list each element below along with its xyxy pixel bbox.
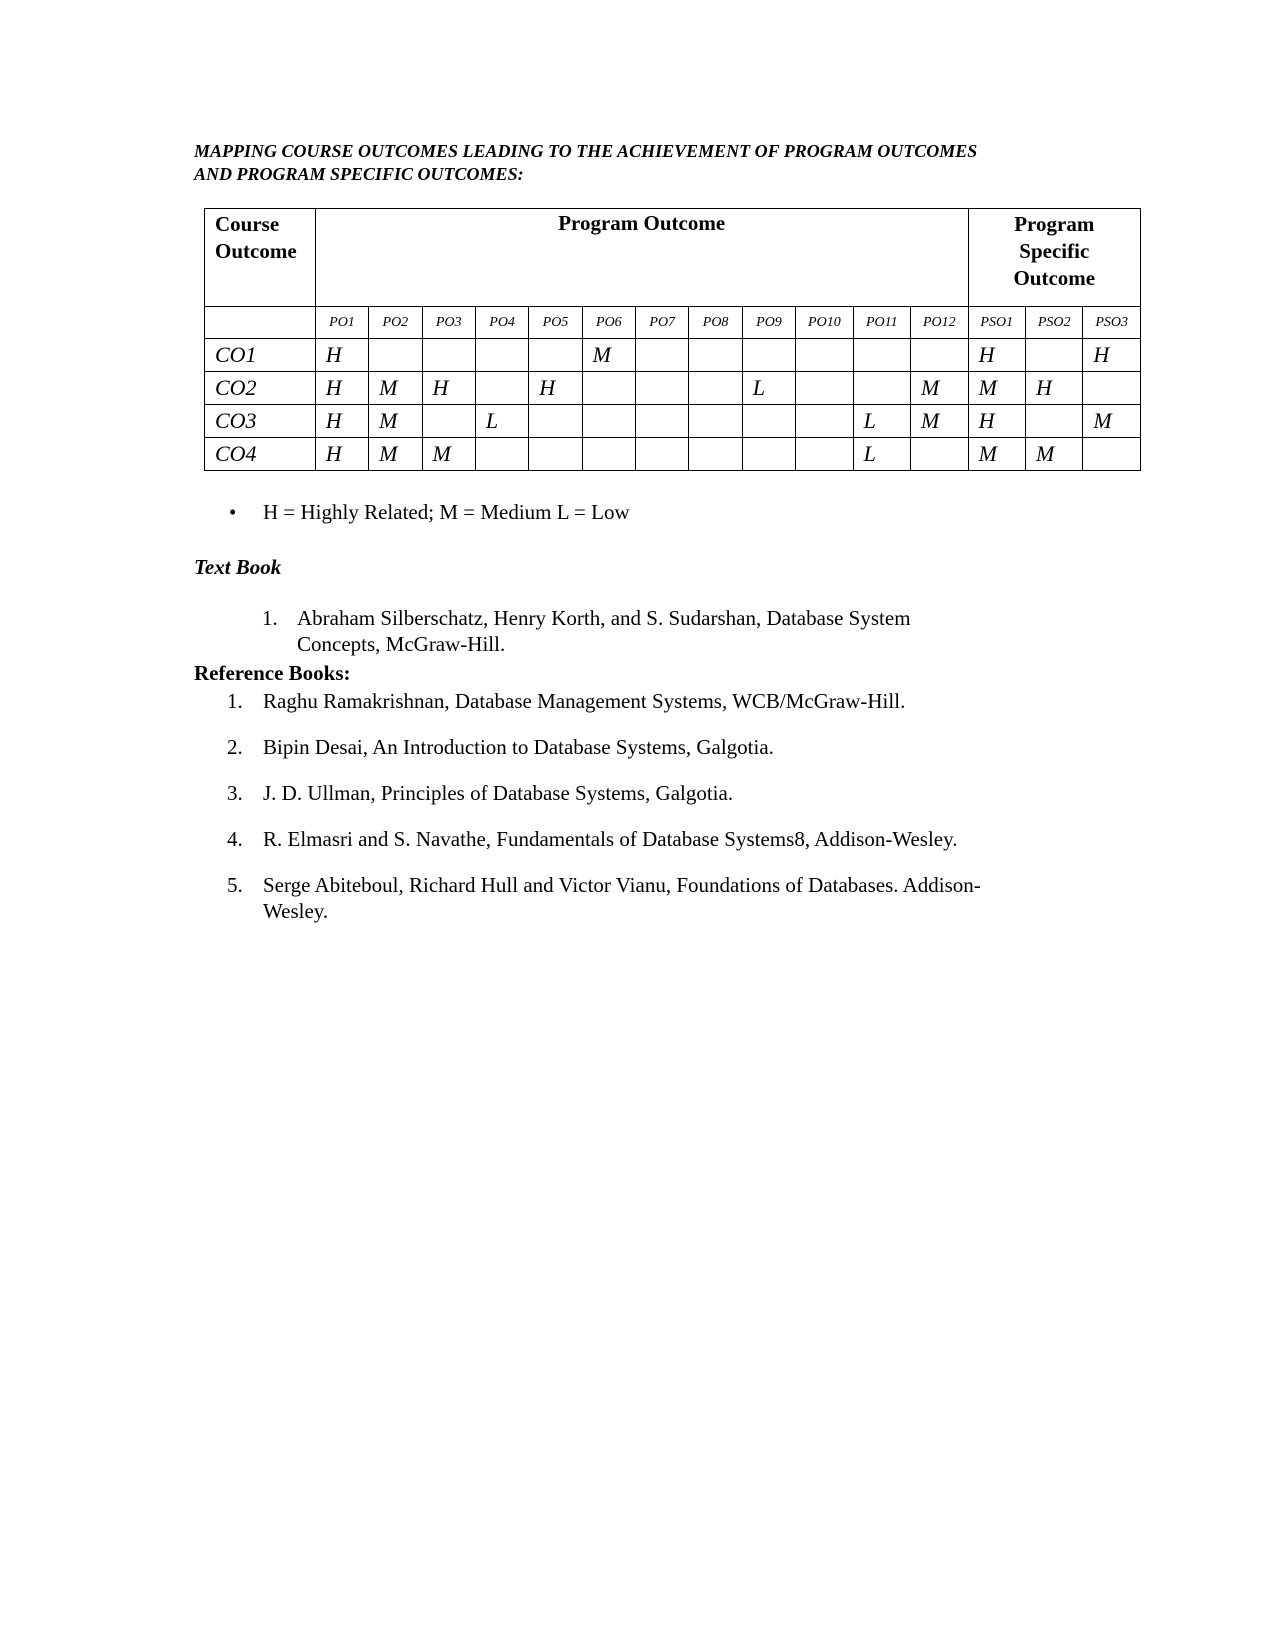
mapping-cell-pso2 xyxy=(1025,339,1082,372)
table-row-co2 xyxy=(205,372,1141,405)
table-row-co3 xyxy=(205,405,1141,438)
mapping-cell-pso3 xyxy=(1083,372,1141,405)
mapping-cell-pso1: M xyxy=(968,372,1025,405)
mapping-cell-po10 xyxy=(796,438,853,471)
program-specific-outcome-header xyxy=(968,209,1140,307)
mapping-cell-po2: M xyxy=(369,405,422,438)
mapping-cell-po12 xyxy=(910,339,968,372)
reference-item xyxy=(227,872,1107,924)
text-book-item xyxy=(262,605,1022,657)
column-header-po4: PO4 xyxy=(475,307,528,339)
mapping-cell-po1: H xyxy=(315,372,368,405)
mapping-cell-po5 xyxy=(529,405,582,438)
reference-item-text: Bipin Desai, An Introduction to Database Systems, Galgotia. xyxy=(263,735,774,759)
mapping-cell-pso2 xyxy=(1025,405,1082,438)
mapping-cell-po4 xyxy=(475,438,528,471)
mapping-cell-po8 xyxy=(689,339,742,372)
reference-item-number: 2. xyxy=(227,735,243,759)
column-header-po12: PO12 xyxy=(910,307,968,339)
column-header-pso3: PSO3 xyxy=(1083,307,1141,339)
column-header-row xyxy=(205,307,1141,339)
mapping-cell-po3 xyxy=(422,339,475,372)
mapping-cell-pso2: H xyxy=(1025,372,1082,405)
reference-item-text: R. Elmasri and S. Navathe, Fundamentals of Database Systems8, Addison-Wesley. xyxy=(263,827,958,851)
mapping-cell-po6 xyxy=(582,438,635,471)
mapping-cell-po9 xyxy=(742,405,795,438)
text-book-title: Text Book xyxy=(194,555,282,579)
mapping-cell-po8 xyxy=(689,405,742,438)
mapping-cell-po11 xyxy=(853,339,910,372)
legend-text: H = Highly Related; M = Medium L = Low xyxy=(263,500,630,524)
mapping-cell-po12 xyxy=(910,438,968,471)
column-header-pso2: PSO2 xyxy=(1025,307,1082,339)
course-outcome-header-line2: Outcome xyxy=(215,239,297,263)
mapping-cell-po1: H xyxy=(315,339,368,372)
mapping-cell-po9: L xyxy=(742,372,795,405)
mapping-cell-po2: M xyxy=(369,372,422,405)
mapping-cell-po7 xyxy=(636,339,689,372)
mapping-cell-po10 xyxy=(796,405,853,438)
column-header-po9: PO9 xyxy=(742,307,795,339)
mapping-cell-po6 xyxy=(582,405,635,438)
table-header-row xyxy=(205,209,1141,307)
mapping-cell-po3 xyxy=(422,405,475,438)
mapping-cell-po4 xyxy=(475,339,528,372)
text-book-item-line1: Abraham Silberschatz, Henry Korth, and S. Sudarshan, Database System xyxy=(297,606,911,630)
mapping-cell-po10 xyxy=(796,339,853,372)
mapping-cell-pso1: H xyxy=(968,339,1025,372)
column-header-po3: PO3 xyxy=(422,307,475,339)
mapping-cell-po7 xyxy=(636,372,689,405)
pso-header-line2: Specific xyxy=(1019,239,1090,263)
mapping-cell-po10 xyxy=(796,372,853,405)
reference-item-text-line1: Serge Abiteboul, Richard Hull and Victor Vianu, Foundations of Databases. Addison- xyxy=(263,873,981,897)
reference-item-number: 1. xyxy=(227,689,243,713)
column-header-po11: PO11 xyxy=(853,307,910,339)
mapping-cell-po4 xyxy=(475,372,528,405)
column-header-pso1: PSO1 xyxy=(968,307,1025,339)
mapping-cell-pso3 xyxy=(1083,438,1141,471)
mapping-cell-pso3: M xyxy=(1083,405,1141,438)
reference-item-number: 4. xyxy=(227,827,243,851)
mapping-cell-po11: L xyxy=(853,438,910,471)
co-po-mapping-table xyxy=(204,208,1141,471)
column-header-po8: PO8 xyxy=(689,307,742,339)
mapping-cell-po3: M xyxy=(422,438,475,471)
mapping-cell-po2 xyxy=(369,339,422,372)
reference-item-number: 5. xyxy=(227,873,243,897)
mapping-cell-po8 xyxy=(689,438,742,471)
mapping-cell-po7 xyxy=(636,438,689,471)
column-header-blank xyxy=(205,307,316,339)
column-header-po2: PO2 xyxy=(369,307,422,339)
mapping-cell-po5 xyxy=(529,339,582,372)
pso-header-line3: Outcome xyxy=(1013,266,1096,290)
mapping-cell-po9 xyxy=(742,339,795,372)
reference-item-text-line2: Wesley. xyxy=(263,899,329,923)
mapping-cell-pso3: H xyxy=(1083,339,1141,372)
mapping-cell-pso1: H xyxy=(968,405,1025,438)
mapping-cell-po1: H xyxy=(315,438,368,471)
mapping-cell-po6: M xyxy=(582,339,635,372)
text-book-item-line2: Concepts, McGraw-Hill. xyxy=(297,632,506,656)
mapping-cell-po3: H xyxy=(422,372,475,405)
column-header-po5: PO5 xyxy=(529,307,582,339)
program-outcome-header: Program Outcome xyxy=(315,209,968,307)
mapping-cell-po6 xyxy=(582,372,635,405)
course-outcome-label: CO3 xyxy=(205,405,316,438)
mapping-cell-po12: M xyxy=(910,405,968,438)
reference-books-list xyxy=(227,688,1107,944)
legend xyxy=(229,500,630,525)
mapping-cell-po11 xyxy=(853,372,910,405)
mapping-cell-po8 xyxy=(689,372,742,405)
legend-bullet: • xyxy=(229,500,237,524)
mapping-cell-po2: M xyxy=(369,438,422,471)
reference-books-title: Reference Books: xyxy=(194,661,351,685)
mapping-cell-pso1: M xyxy=(968,438,1025,471)
mapping-heading-line2: AND PROGRAM SPECIFIC OUTCOMES: xyxy=(194,164,524,184)
reference-item xyxy=(227,780,1107,806)
text-book-item-number: 1. xyxy=(262,606,278,630)
pso-header-line1: Program xyxy=(1014,212,1095,236)
course-outcome-header xyxy=(205,209,316,307)
reference-item-text: Raghu Ramakrishnan, Database Management Systems, WCB/McGraw-Hill. xyxy=(263,689,906,713)
course-outcome-label: CO1 xyxy=(205,339,316,372)
column-header-po10: PO10 xyxy=(796,307,853,339)
reference-item xyxy=(227,688,1107,714)
table-row-co4 xyxy=(205,438,1141,471)
column-header-po1: PO1 xyxy=(315,307,368,339)
column-header-po7: PO7 xyxy=(636,307,689,339)
reference-item-text: J. D. Ullman, Principles of Database Systems, Galgotia. xyxy=(263,781,734,805)
reference-item-number: 3. xyxy=(227,781,243,805)
mapping-cell-po11: L xyxy=(853,405,910,438)
mapping-cell-po9 xyxy=(742,438,795,471)
mapping-cell-po7 xyxy=(636,405,689,438)
table-row-co1 xyxy=(205,339,1141,372)
reference-item xyxy=(227,734,1107,760)
reference-item xyxy=(227,826,1107,852)
mapping-cell-pso2: M xyxy=(1025,438,1082,471)
course-outcome-label: CO4 xyxy=(205,438,316,471)
mapping-cell-po5: H xyxy=(529,372,582,405)
mapping-cell-po5 xyxy=(529,438,582,471)
course-outcome-header-line1: Course xyxy=(215,212,280,236)
mapping-heading-line1: MAPPING COURSE OUTCOMES LEADING TO THE ACHIEVEMENT OF PROGRAM OUTCOMES xyxy=(194,141,978,161)
mapping-cell-po12: M xyxy=(910,372,968,405)
course-outcome-label: CO2 xyxy=(205,372,316,405)
mapping-cell-po1: H xyxy=(315,405,368,438)
mapping-heading xyxy=(194,140,1094,186)
mapping-cell-po4: L xyxy=(475,405,528,438)
column-header-po6: PO6 xyxy=(582,307,635,339)
